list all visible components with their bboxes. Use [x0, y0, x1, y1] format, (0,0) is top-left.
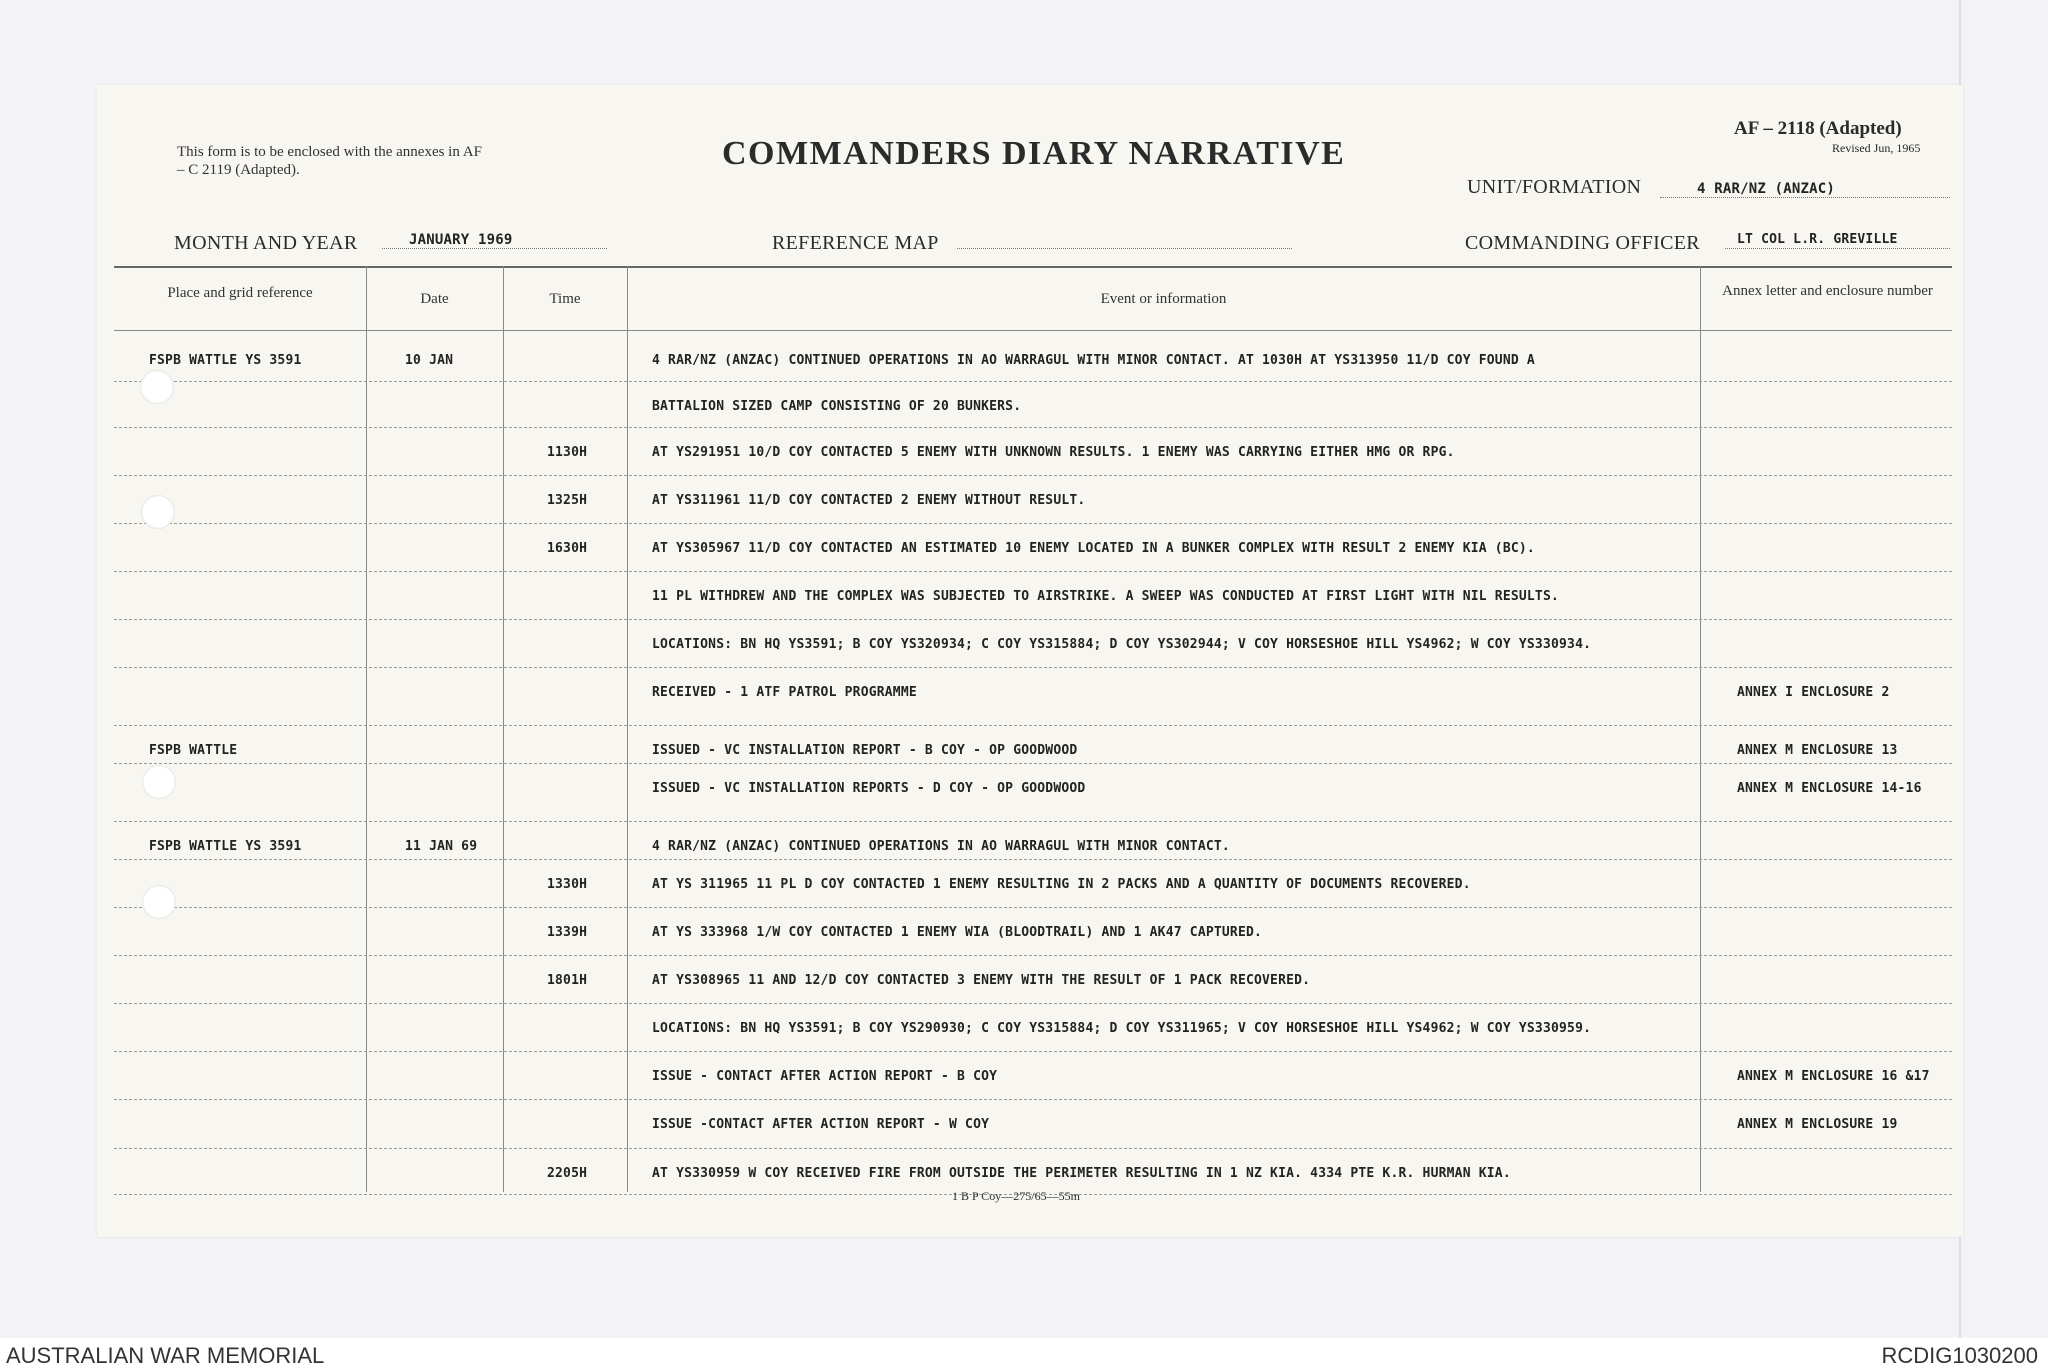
col-header-time: Time: [549, 291, 581, 307]
row-place-cell: FSPB WATTLE: [149, 743, 238, 758]
unit-label: UNIT/FORMATION: [1467, 176, 1642, 198]
diary-form-sheet: [97, 85, 1963, 1237]
col-divider-1: [366, 266, 367, 1192]
table-top-border: [114, 266, 1952, 268]
row-divider: [114, 955, 1952, 956]
map-label: REFERENCE MAP: [772, 232, 939, 254]
row-event-cell: LOCATIONS: BN HQ YS3591; B COY YS290930; C COY YS315884; D COY YS311965; V COY HORSESHOE HILL YS4962; W COY YS330959.: [652, 1021, 1592, 1036]
row-annex-cell: ANNEX M ENCLOSURE 19: [1737, 1117, 1898, 1132]
row-event-cell: AT YS305967 11/D COY CONTACTED AN ESTIMATED 10 ENEMY LOCATED IN A BUNKER COMPLEX WITH RESULT 2 ENEMY KIA (BC).: [652, 541, 1535, 556]
col-divider-3: [627, 266, 628, 1192]
co-label: COMMANDING OFFICER: [1465, 232, 1700, 254]
row-event-cell: AT YS308965 11 AND 12/D COY CONTACTED 3 ENEMY WITH THE RESULT OF 1 PACK RECOVERED.: [652, 973, 1311, 988]
row-event-cell: AT YS311961 11/D COY CONTACTED 2 ENEMY WITHOUT RESULT.: [652, 493, 1086, 508]
row-annex-cell: ANNEX M ENCLOSURE 13: [1737, 743, 1898, 758]
row-time-cell: 1130H: [547, 445, 588, 460]
row-divider: [114, 571, 1952, 572]
row-event-cell: AT YS330959 W COY RECEIVED FIRE FROM OUTSIDE THE PERIMETER RESULTING IN 1 NZ KIA. 4334 PTE K.R. HURMAN KIA.: [652, 1166, 1511, 1181]
footer-id: RCDIG1030200: [1881, 1343, 2038, 1368]
row-divider: [114, 1051, 1952, 1052]
row-divider: [114, 725, 1952, 726]
co-value: LT COL L.R. GREVILLE: [1737, 232, 1898, 247]
punch-hole: [142, 765, 176, 799]
month-label: MONTH AND YEAR: [174, 232, 358, 254]
col-header-date: Date: [420, 291, 449, 307]
row-event-cell: AT YS291951 10/D COY CONTACTED 5 ENEMY WITH UNKNOWN RESULTS. 1 ENEMY WAS CARRYING EITHER HMG OR RPG.: [652, 445, 1455, 460]
punch-hole: [141, 495, 175, 529]
unit-value: 4 RAR/NZ (ANZAC): [1697, 181, 1836, 197]
row-event-cell: AT YS 311965 11 PL D COY CONTACTED 1 ENEMY RESULTING IN 2 PACKS AND A QUANTITY OF DOCUMENTS RECOVERED.: [652, 877, 1471, 892]
header-bottom-border: [114, 330, 1952, 331]
revised-date: Revised Jun, 1965: [1832, 141, 1921, 155]
row-event-cell: 4 RAR/NZ (ANZAC) CONTINUED OPERATIONS IN AO WARRAGUL WITH MINOR CONTACT. AT 1030H AT YS313950 11/D COY FOUND A: [652, 353, 1535, 368]
col-header-annex: Annex letter and enclosure number: [1722, 283, 1933, 299]
row-divider: [114, 381, 1952, 382]
row-time-cell: 1801H: [547, 973, 588, 988]
col-header-event: Event or information: [1100, 291, 1227, 307]
month-value: JANUARY 1969: [409, 232, 513, 248]
row-divider: [114, 523, 1952, 524]
row-divider: [114, 821, 1952, 822]
print-code: 1 B P Coy—275/65—55m: [952, 1189, 1080, 1203]
row-place-cell: FSPB WATTLE YS 3591: [149, 353, 302, 368]
row-time-cell: 1325H: [547, 493, 588, 508]
row-time-cell: 1339H: [547, 925, 588, 940]
row-event-cell: ISSUED - VC INSTALLATION REPORTS - D COY - OP GOODWOOD: [652, 781, 1086, 796]
row-annex-cell: ANNEX I ENCLOSURE 2: [1737, 685, 1890, 700]
row-time-cell: 1630H: [547, 541, 588, 556]
row-divider: [114, 859, 1952, 860]
row-time-cell: 2205H: [547, 1166, 588, 1181]
row-event-cell: AT YS 333968 1/W COY CONTACTED 1 ENEMY WIA (BLOODTRAIL) AND 1 AK47 CAPTURED.: [652, 925, 1263, 940]
col-divider-2: [503, 266, 504, 1192]
row-event-cell: RECEIVED - 1 ATF PATROL PROGRAMME: [652, 685, 917, 700]
row-event-cell: BATTALION SIZED CAMP CONSISTING OF 20 BUNKERS.: [652, 399, 1022, 414]
row-event-cell: LOCATIONS: BN HQ YS3591; B COY YS320934; C COY YS315884; D COY YS302944; V COY HORSESHOE HILL YS4962; W COY YS330934.: [652, 637, 1592, 652]
row-event-cell: ISSUED - VC INSTALLATION REPORT - B COY - OP GOODWOOD: [652, 743, 1078, 758]
row-divider: [114, 763, 1952, 764]
form-title: COMMANDERS DIARY NARRATIVE: [722, 135, 1346, 172]
row-place-cell: FSPB WATTLE YS 3591: [149, 839, 302, 854]
form-number: AF – 2118 (Adapted): [1734, 118, 1902, 139]
col-divider-4: [1700, 266, 1701, 1192]
footer-source: AUSTRALIAN WAR MEMORIAL: [6, 1343, 325, 1368]
enclosure-note: This form is to be enclosed with the annexes in AF – C 2119 (Adapted).: [177, 144, 482, 178]
row-divider: [114, 1099, 1952, 1100]
col-header-place: Place and grid reference: [167, 285, 313, 301]
row-annex-cell: ANNEX M ENCLOSURE 16 &17: [1737, 1069, 1930, 1084]
row-divider: [114, 667, 1952, 668]
punch-hole: [140, 370, 174, 404]
row-time-cell: 1330H: [547, 877, 588, 892]
row-event-cell: 11 PL WITHDREW AND THE COMPLEX WAS SUBJECTED TO AIRSTRIKE. A SWEEP WAS CONDUCTED AT FIRST LIGHT WITH NIL RESULTS.: [652, 589, 1560, 604]
row-event-cell: ISSUE - CONTACT AFTER ACTION REPORT - B COY: [652, 1069, 998, 1084]
row-date-cell: 11 JAN 69: [405, 839, 478, 854]
row-divider: [114, 907, 1952, 908]
row-divider: [114, 427, 1952, 428]
row-annex-cell: ANNEX M ENCLOSURE 14-16: [1737, 781, 1922, 796]
punch-hole: [142, 885, 176, 919]
row-event-cell: ISSUE -CONTACT AFTER ACTION REPORT - W COY: [652, 1117, 990, 1132]
co-underline: [1725, 248, 1950, 249]
row-divider: [114, 619, 1952, 620]
unit-underline: [1660, 197, 1950, 198]
row-divider: [114, 1148, 1952, 1149]
row-event-cell: 4 RAR/NZ (ANZAC) CONTINUED OPERATIONS IN AO WARRAGUL WITH MINOR CONTACT.: [652, 839, 1230, 854]
row-date-cell: 10 JAN: [405, 353, 454, 368]
row-divider: [114, 475, 1952, 476]
month-underline: [382, 248, 607, 249]
row-divider: [114, 1003, 1952, 1004]
map-underline: [957, 248, 1292, 249]
